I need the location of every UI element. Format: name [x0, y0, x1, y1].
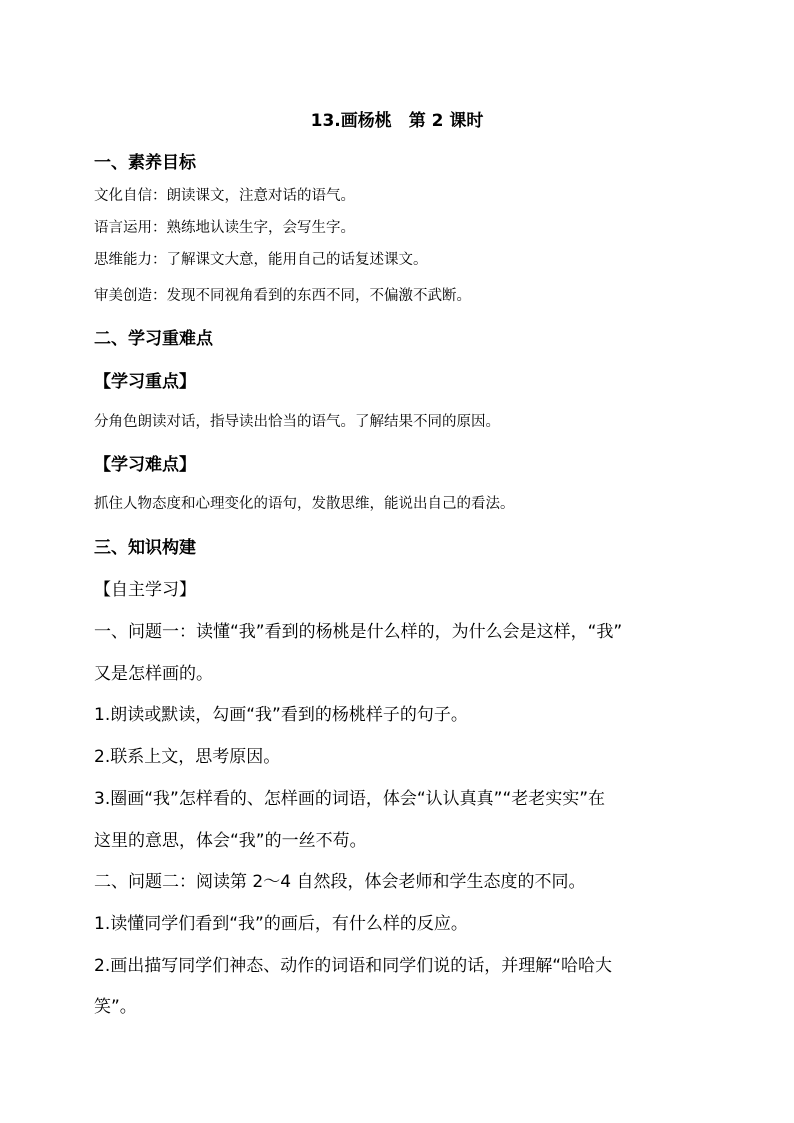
goal-language: 语言运用：熟练地认读生字，会写生字。	[94, 220, 355, 236]
question-one-item-3-line-2: 这里的意思，体会“我”的一丝不苟。	[94, 831, 367, 851]
section-heading-knowledge: 三、知识构建	[94, 538, 196, 558]
question-two-line-1: 二、问题二：阅读第 2～4 自然段，体会老师和学生态度的不同。	[94, 872, 586, 892]
question-two-item-2-line-2: 笑”。	[94, 997, 137, 1017]
key-point-text: 分角色朗读对话，指导读出恰当的语气。了解结果不同的原因。	[94, 414, 500, 430]
question-two-item-1: 1.读懂同学们看到“我”的画后，有什么样的反应。	[94, 914, 468, 934]
difficult-point-text: 抓住人物态度和心理变化的语句，发散思维，能说出自己的看法。	[94, 496, 515, 512]
difficult-point-label: 【学习难点】	[94, 455, 196, 475]
section-heading-key-points: 二、学习重难点	[94, 329, 213, 349]
question-one-item-1: 1.朗读或默读，勾画“我”看到的杨桃样子的句子。	[94, 705, 468, 725]
question-one-line-1: 一、问题一：读懂“我”看到的杨桃是什么样的，为什么会是这样，“我”	[94, 622, 623, 642]
question-one-item-2: 2.联系上文，思考原因。	[94, 747, 281, 767]
question-one-line-2: 又是怎样画的。	[94, 664, 213, 684]
question-one-item-3-line-1: 3.圈画“我”怎样看的、怎样画的词语，体会“认认真真”“老老实实”在	[94, 789, 606, 809]
question-two-item-2-line-1: 2.画出描写同学们神态、动作的词语和同学们说的话，并理解“哈哈大	[94, 956, 613, 976]
goal-thinking: 思维能力：了解课文大意，能用自己的话复述课文。	[94, 252, 428, 268]
goal-culture: 文化自信：朗读课文，注意对话的语气。	[94, 188, 355, 204]
goal-aesthetic: 审美创造：发现不同视角看到的东西不同，不偏激不武断。	[94, 288, 471, 304]
key-point-label: 【学习重点】	[94, 372, 196, 392]
document-title: 13.画杨桃 第 2 课时	[310, 111, 484, 131]
self-study-label: 【自主学习】	[94, 580, 196, 600]
section-heading-goals: 一、素养目标	[94, 153, 196, 173]
